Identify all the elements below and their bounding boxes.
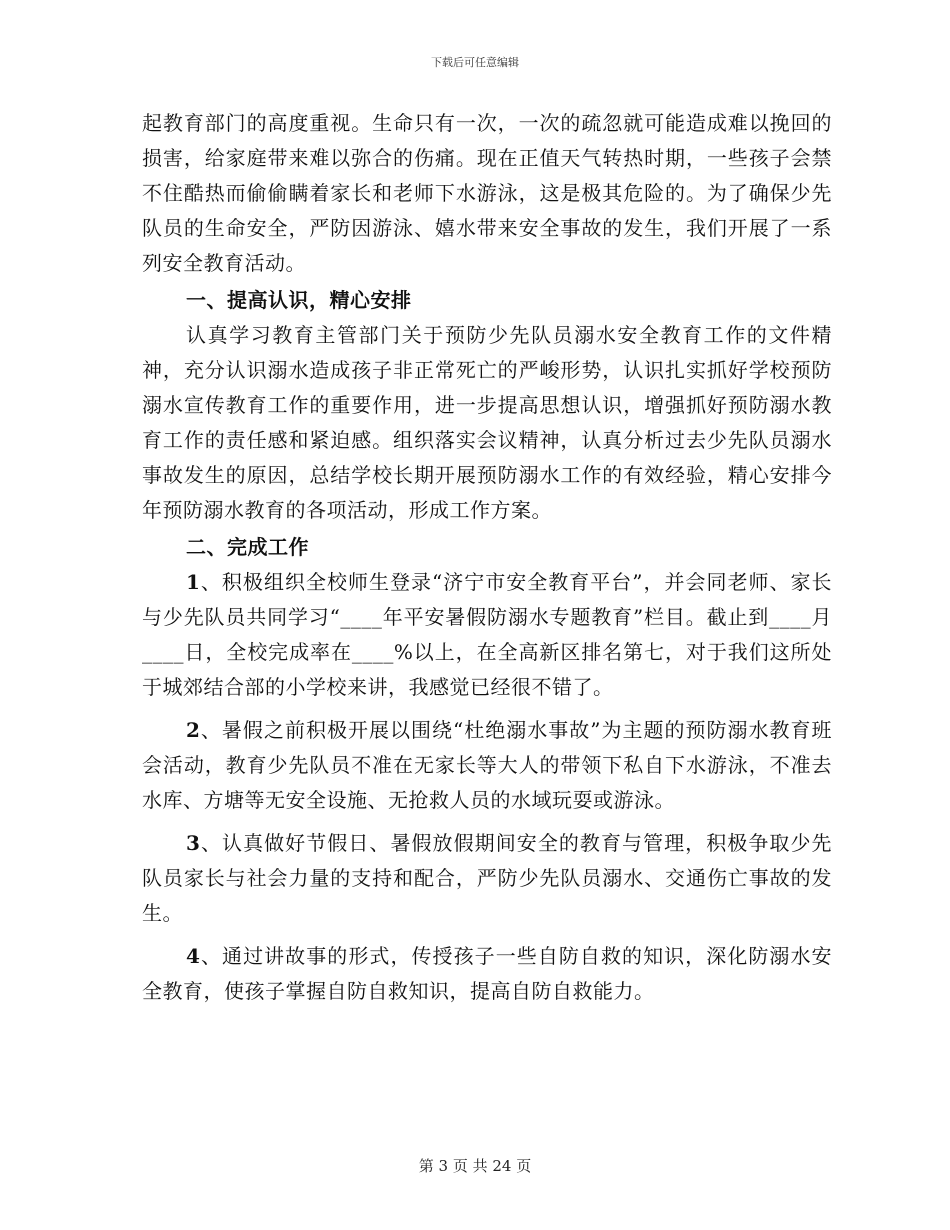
work-item-3: [142, 826, 832, 931]
work-item-1: [142, 565, 832, 705]
work-item-2: [142, 713, 832, 818]
page-header-note: 下载后可任意编辑: [431, 56, 519, 69]
work-item-2-number: 2: [186, 718, 201, 742]
page-number-footer: 第 3 页 共 24 页: [418, 1157, 532, 1175]
section-1-paragraph: 认真学习教育主管部门关于预防少先队员溺水安全教育工作的文件精神，充分认识溺水造成孩子非正常死亡的严峻形势，认识扎实抓好学校预防溺水宣传教育工作的重要作用，进一步提高思想认识，增强抓好预防溺水教育工作的责任感和紧迫感。组织落实会议精神，认真分析过去少先队员溺水事故发生的原因，总结学校长期开展预防溺水工作的有效经验，精心安排今年预防溺水教育的各项活动，形成工作方案。: [142, 323, 832, 522]
work-item-2-text: 、暑假之前积极开展以围绕“杜绝溺水事故”为主题的预防溺水教育班会活动，教育少先队员不准在无家长等大人的带领下私自下水游泳，不准去水库、方塘等无安全设施、无抢救人员的水域玩耍或游泳。: [142, 718, 832, 812]
document-body: [142, 106, 832, 1009]
section-heading-2: 二、完成工作: [186, 535, 309, 559]
work-item-4-text: 、通过讲故事的形式，传授孩子一些自防自救的知识，深化防溺水安全教育，使孩子掌握自防自救知识，提高自防自救能力。: [142, 944, 832, 1003]
work-item-3-text: 、认真做好节假日、暑假放假期间安全的教育与管理，积极争取少先队员家长与社会力量的支持和配合，严防少先队员溺水、交通伤亡事故的发生。: [142, 831, 832, 925]
intro-paragraph: 起教育部门的高度重视。生命只有一次，一次的疏忽就可能造成难以挽回的损害，给家庭带来难以弥合的伤痛。现在正值天气转热时期，一些孩子会禁不住酷热而偷偷瞒着家长和老师下水游泳，这是极其危险的。为了确保少先队员的生命安全，严防因游泳、嬉水带来安全事故的发生，我们开展了一系列安全教育活动。: [142, 111, 832, 275]
work-item-4: [142, 939, 832, 1009]
work-item-1-number: 1: [186, 570, 201, 594]
work-item-1-text: 、积极组织全校师生登录“济宁市安全教育平台”，并会同老师、家长与少先队员共同学习“____年平安暑假防溺水专题教育”栏目。截止到____月____日，全校完成率在____%以上，在全高新区排名第七，对于我们这所处于城郊结合部的小学校来讲，我感觉已经很不错了。: [142, 570, 832, 699]
work-item-4-number: 4: [186, 944, 201, 968]
section-heading-1: 一、提高认识，精心安排: [186, 288, 412, 312]
work-item-3-number: 3: [186, 831, 201, 855]
